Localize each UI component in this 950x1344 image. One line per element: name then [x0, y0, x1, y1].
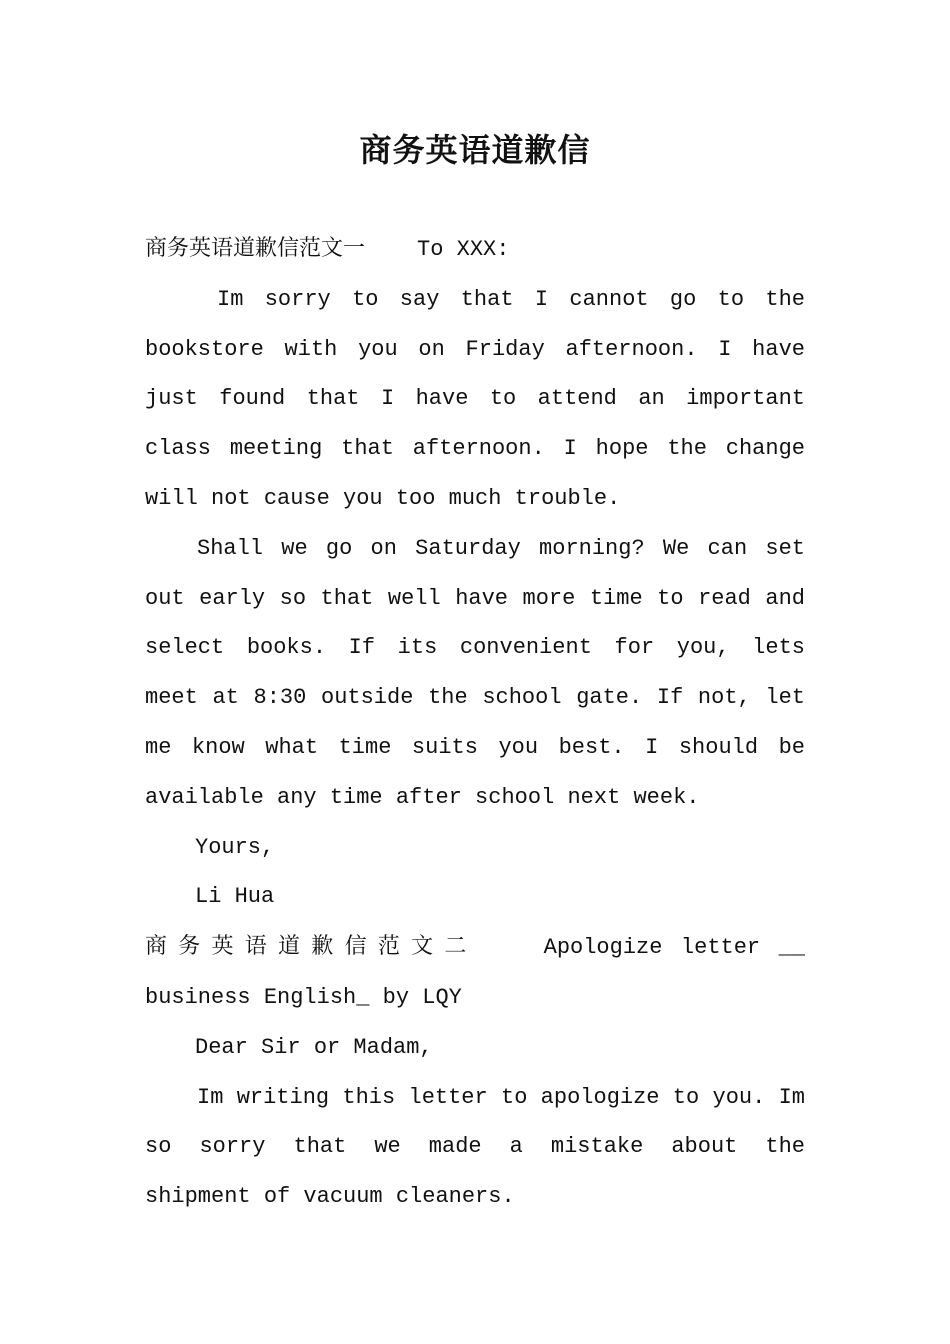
sample1-heading: 商务英语道歉信范文一 [145, 236, 366, 261]
sample1-closing: Yours, [195, 834, 275, 860]
sample2-subject: Apologize letter __ business English_ by LQY [145, 935, 805, 1010]
sample1-paragraph-1: Im sorry to say that I cannot go to the bookstore with you on Friday afternoon. I have just found that I have to attend an important class meeting that afternoon. I hope the change will not cause you too much trouble. [145, 286, 805, 511]
document-body [145, 224, 805, 1222]
document-title: 商务英语道歉信 [359, 131, 591, 169]
sample1-heading-line [145, 224, 805, 275]
sample1-salutation: To XXX: [417, 237, 510, 262]
sample2-paragraph-1: Im writing this letter to apologize to you. Im so sorry that we made a mistake about the shipment of vacuum cleaners. [145, 1084, 805, 1210]
sample1-signature: Li Hua [195, 884, 275, 910]
sample2-heading: 商务英语道歉信范文二 [145, 934, 478, 960]
sample2-salutation: Dear Sir or Madam, [195, 1034, 433, 1060]
sample1-paragraph-2: Shall we go on Saturday morning? We can set out early so that well have more time to read and select books. If its convenient for you, lets meet at 8:30 outside the school gate. If not, let me know what time suits you best. I should be available any time after school next week. [145, 535, 805, 810]
sample2-heading-line [145, 922, 805, 1023]
